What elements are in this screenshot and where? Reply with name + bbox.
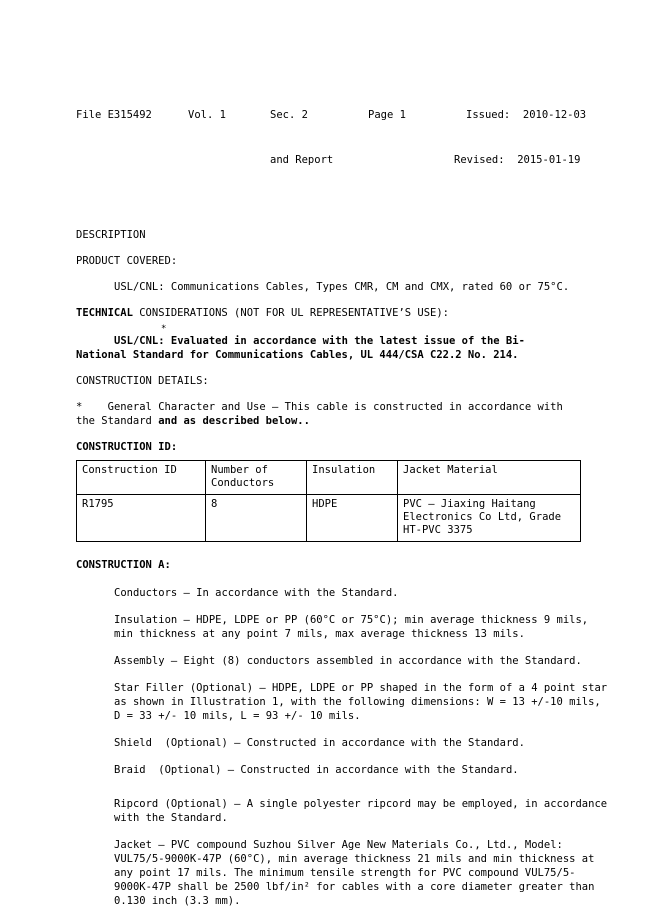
paragraph-assembly [76,654,612,668]
product-covered-heading: PRODUCT COVERED: [76,255,178,267]
paragraph-label-assembly: Assembly [114,655,165,667]
section-subtitle: and Report [270,154,334,166]
paragraph-text-shield: – Constructed in accordance with the Standard. [227,737,525,749]
revised-date: Revised: 2015-01-19 [454,154,581,166]
product-covered-text: USL/CNL: Communications Cables, Types CMR, CM and CMX, rated 60 or 75°C. [114,281,570,293]
paragraph-text-braid: – Constructed in accordance with the Standard. [221,764,519,776]
header-row-2 [76,153,612,168]
paragraph-text-ripcord: – A single polyester ripcord may be employed, in accordance with the Standard. [114,798,614,824]
paragraph-label-braid: Braid (Optional) [114,764,222,776]
section-number: Sec. 2 [270,109,308,121]
construction-id-heading: CONSTRUCTION ID: [76,441,178,453]
general-character-text-1: – This cable is constructed in accordance with [265,401,563,413]
volume-number: Vol. 1 [188,109,226,121]
table-header-row [77,461,581,495]
paragraph-text-assembly: – Eight (8) conductors assembled in accordance with the Standard. [164,655,582,667]
technical-heading-rest: CONSIDERATIONS (NOT FOR UL REPRESENTATIVE’S USE): [132,307,449,319]
technical-body-line-1: USL/CNL: Evaluated in accordance with the latest issue of the Bi- [114,335,525,347]
paragraph-ripcord [76,797,612,825]
technical-body-line-2: National Standard for Communications Cables, UL 444/CSA C22.2 No. 214. [76,349,519,361]
construction-a-heading: CONSTRUCTION A: [76,559,171,571]
issued-date: Issued: 2010-12-03 [466,109,587,121]
paragraph-star-filler [76,681,612,723]
paragraph-text-star-filler: – HDPE, LDPE or PP shaped in the form of a 4 point star as shown in Illustration 1, with the following dimensions: W = 13 +/-10 mils, D = 33 +/- 10 mils, L = 93 +/- 10 mils. [114,682,614,722]
construction-id-table [76,460,581,542]
construction-details-heading: CONSTRUCTION DETAILS: [76,375,209,387]
general-character-line-1 [76,400,612,414]
technical-star-marker: * [161,324,167,334]
page-number: Page 1 [368,109,406,121]
paragraph-text-conductors: – In accordance with the Standard. [177,587,399,599]
table-row [77,495,581,542]
paragraph-conductors [76,586,612,600]
general-character-line-2 [76,414,612,428]
paragraph-insulation [76,613,612,641]
cell-construction-id: R1795 [77,495,206,542]
paragraph-label-shield: Shield (Optional) [114,737,228,749]
general-character-label: General Character and Use [107,401,266,413]
table-header-jacket-material: Jacket Material [398,461,581,495]
paragraph-label-ripcord: Ripcord (Optional) [114,798,228,810]
paragraph-label-star-filler: Star Filler (Optional) [114,682,254,694]
paragraph-label-insulation: Insulation [114,614,178,626]
paragraph-jacket [76,838,612,908]
paragraph-label-jacket: Jacket [114,839,152,851]
header-spacer [76,153,270,168]
paragraph-braid [76,763,612,777]
technical-considerations-heading [76,306,612,320]
table-header-construction-id: Construction ID [77,461,206,495]
general-character-bold-2: and as described below.. [158,415,310,427]
header-row-1 [76,108,612,123]
cell-number-of-conductors: 8 [206,495,307,542]
cell-insulation: HDPE [307,495,398,542]
paragraph-text-jacket: – PVC compound Suzhou Silver Age New Materials Co., Ltd., Model: VUL75/5-9000K-47P (60°C), min average thickness 21 mils and min thickness at any point 17 mils. The minimum tensile strength for PVC compound VUL75/5-9000K-47P shall be 2500 lbf/in² for cables with a core diameter greater than 0.130 inch (3.3 mm). [114,839,601,907]
general-character-marker: * [76,401,83,413]
page-header [76,78,612,198]
table-header-insulation: Insulation [307,461,398,495]
description-heading: DESCRIPTION [76,229,146,241]
paragraph-text-insulation: – HDPE, LDPE or PP (60°C or 75°C); min average thickness 9 mils, min thickness at any point 7 mils, max average thickness 13 mils. [114,614,595,640]
paragraph-shield [76,736,612,750]
cell-jacket-material: PVC – Jiaxing Haitang Electronics Co Ltd, Grade HT-PVC 3375 [398,495,581,542]
table-header-number-of-conductors: Number of Conductors [206,461,307,495]
paragraph-label-conductors: Conductors [114,587,178,599]
general-character-text-2: the Standard [76,415,159,427]
file-number: File E315492 [76,109,152,121]
technical-heading-bold: TECHNICAL [76,307,133,319]
